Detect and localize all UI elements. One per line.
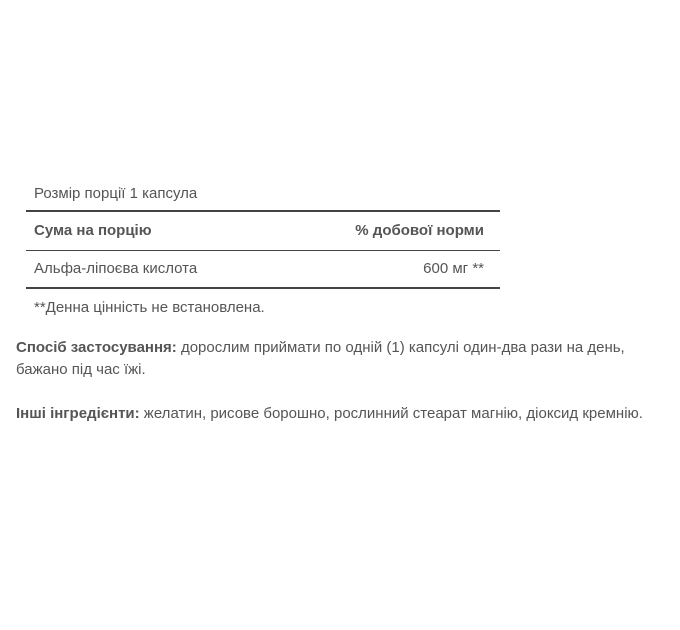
- ingredients-text: желатин, рисове борошно, рослинний стеарат магнію, діоксид кремнію.: [139, 405, 643, 422]
- ingredients-paragraph: [16, 403, 666, 425]
- usage-label: Спосіб застосування:: [16, 339, 177, 356]
- daily-value-header: % добової норми: [355, 222, 484, 239]
- serving-size: Розмір порції 1 капсула: [26, 180, 500, 212]
- ingredient-amount: 600 мг **: [423, 260, 484, 277]
- usage-text: дорослим приймати по одній (1) капсулі один-два рази на день, бажано під час їжі.: [16, 339, 625, 378]
- usage-paragraph: [16, 337, 666, 381]
- table-row: [26, 251, 500, 289]
- ingredient-name: Альфа-ліпоєва кислота: [34, 260, 198, 277]
- daily-value-footnote: **Денна цінність не встановлена.: [34, 299, 265, 316]
- ingredients-label: Інші інгредієнти:: [16, 405, 140, 422]
- supplement-facts-table: [26, 180, 500, 318]
- facts-header-row: [26, 212, 500, 251]
- amount-per-serving-header: Сума на порцію: [34, 222, 152, 239]
